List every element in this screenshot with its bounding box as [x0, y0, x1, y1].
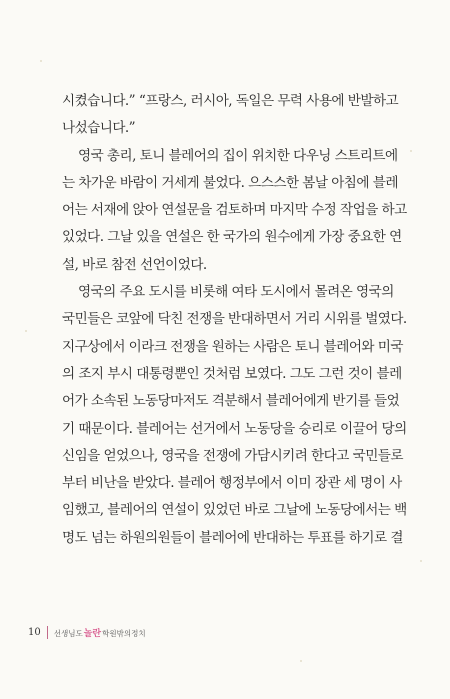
text-line: 는 차가운 바람이 거세게 불었다. 으스스한 봄날 아침에 블레 — [62, 174, 398, 191]
paper-speck — [40, 60, 42, 62]
running-title — [54, 626, 146, 639]
page-number: 10 — [28, 626, 41, 638]
page-footer — [28, 624, 146, 640]
body-text — [62, 88, 407, 552]
text-line: 기 때문이다. 블레어는 선거에서 노동당을 승리로 이끌어 당의 — [62, 420, 407, 437]
text-line: 나섰습니다.” — [62, 120, 136, 137]
paper-speck — [420, 560, 422, 562]
text-line: 어는 서재에 앉아 연설문을 검토하며 마지막 수정 작업을 하고 — [62, 202, 407, 219]
text-line: 영국 총리, 토니 블레어의 집이 위치한 다우닝 스트리트에 — [78, 147, 398, 164]
text-line: 의 조지 부시 대통령뿐인 것처럼 보였다. 그도 그런 것이 블레 — [62, 365, 402, 382]
text-line: 신임을 얻었으나, 영국을 전쟁에 가담시키려 한다고 국민들로 — [62, 447, 403, 464]
paper-speck — [300, 660, 302, 662]
running-title-prefix: 선생님도 — [53, 628, 83, 638]
paper-speck — [410, 150, 412, 152]
text-line: 설, 바로 참전 선언이었다. — [62, 256, 207, 273]
text-line: 영국의 주요 도시를 비롯해 여타 도시에서 몰려온 영국의 — [78, 284, 394, 301]
footer-divider — [47, 626, 48, 639]
text-line: 있었다. 그날 있을 연설은 한 국가의 원수에게 가장 중요한 연 — [62, 229, 402, 246]
text-line: 국민들은 코앞에 닥친 전쟁을 반대하면서 거리 시위를 벌였다. — [62, 311, 407, 328]
text-line: 명도 넘는 하원의원들이 블레어에 반대하는 투표를 하기로 결 — [62, 529, 403, 546]
text-line: 임했고, 블레어의 연설이 있었던 바로 그날에 노동당에서는 백 — [62, 502, 407, 519]
text-line: 어가 소속된 노동당마저도 격분해서 블레어에게 반기를 들었 — [62, 393, 400, 410]
text-line: 지구상에서 이라크 전쟁을 원하는 사람은 토니 블레어와 미국 — [62, 338, 403, 355]
text-line: 부터 비난을 받았다. 블레어 행정부에서 이미 장관 세 명이 사 — [62, 475, 402, 492]
running-title-accent: 놀란 — [83, 628, 102, 639]
running-title-suffix: 학원밖의정치 — [102, 628, 146, 638]
text-line: 시켰습니다.” “프랑스, 러시아, 독일은 무력 사용에 반발하고 — [62, 93, 399, 109]
paper-speck — [25, 330, 27, 332]
